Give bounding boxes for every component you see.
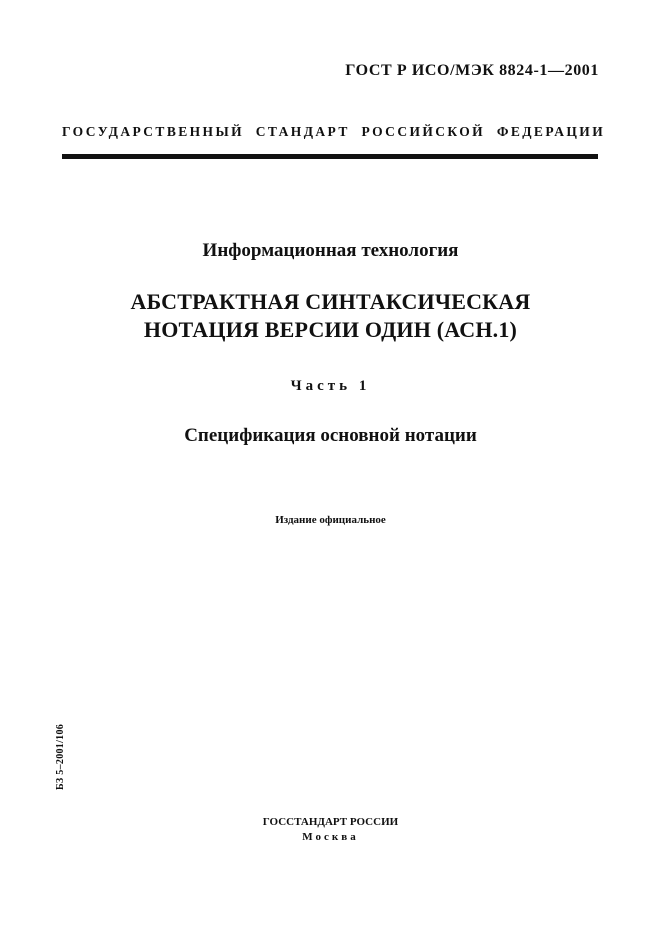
header-divider xyxy=(62,154,598,159)
state-standard-heading: ГОСУДАРСТВЕННЫЙ СТАНДАРТ РОССИЙСКОЙ ФЕДЕРАЦИИ xyxy=(62,124,606,139)
document-number: ГОСТ Р ИСО/МЭК 8824-1—2001 xyxy=(345,62,599,79)
part-title: Спецификация основной нотации xyxy=(184,425,477,446)
publisher-name: ГОССТАНДАРТ РОССИИ xyxy=(262,816,399,828)
main-title xyxy=(0,288,661,344)
side-code: БЗ 5–2001/106 xyxy=(55,723,66,790)
edition-label: Издание официальное xyxy=(275,514,386,526)
main-title-line-2: НОТАЦИЯ ВЕРСИИ ОДИН (АСН.1) xyxy=(143,317,518,342)
main-title-line-1: АБСТРАКТНАЯ СИНТАКСИЧЕСКАЯ xyxy=(130,289,531,314)
part-label: Часть 1 xyxy=(290,378,371,394)
publisher-city: Москва xyxy=(302,831,359,843)
subject-heading: Информационная технология xyxy=(202,240,459,261)
